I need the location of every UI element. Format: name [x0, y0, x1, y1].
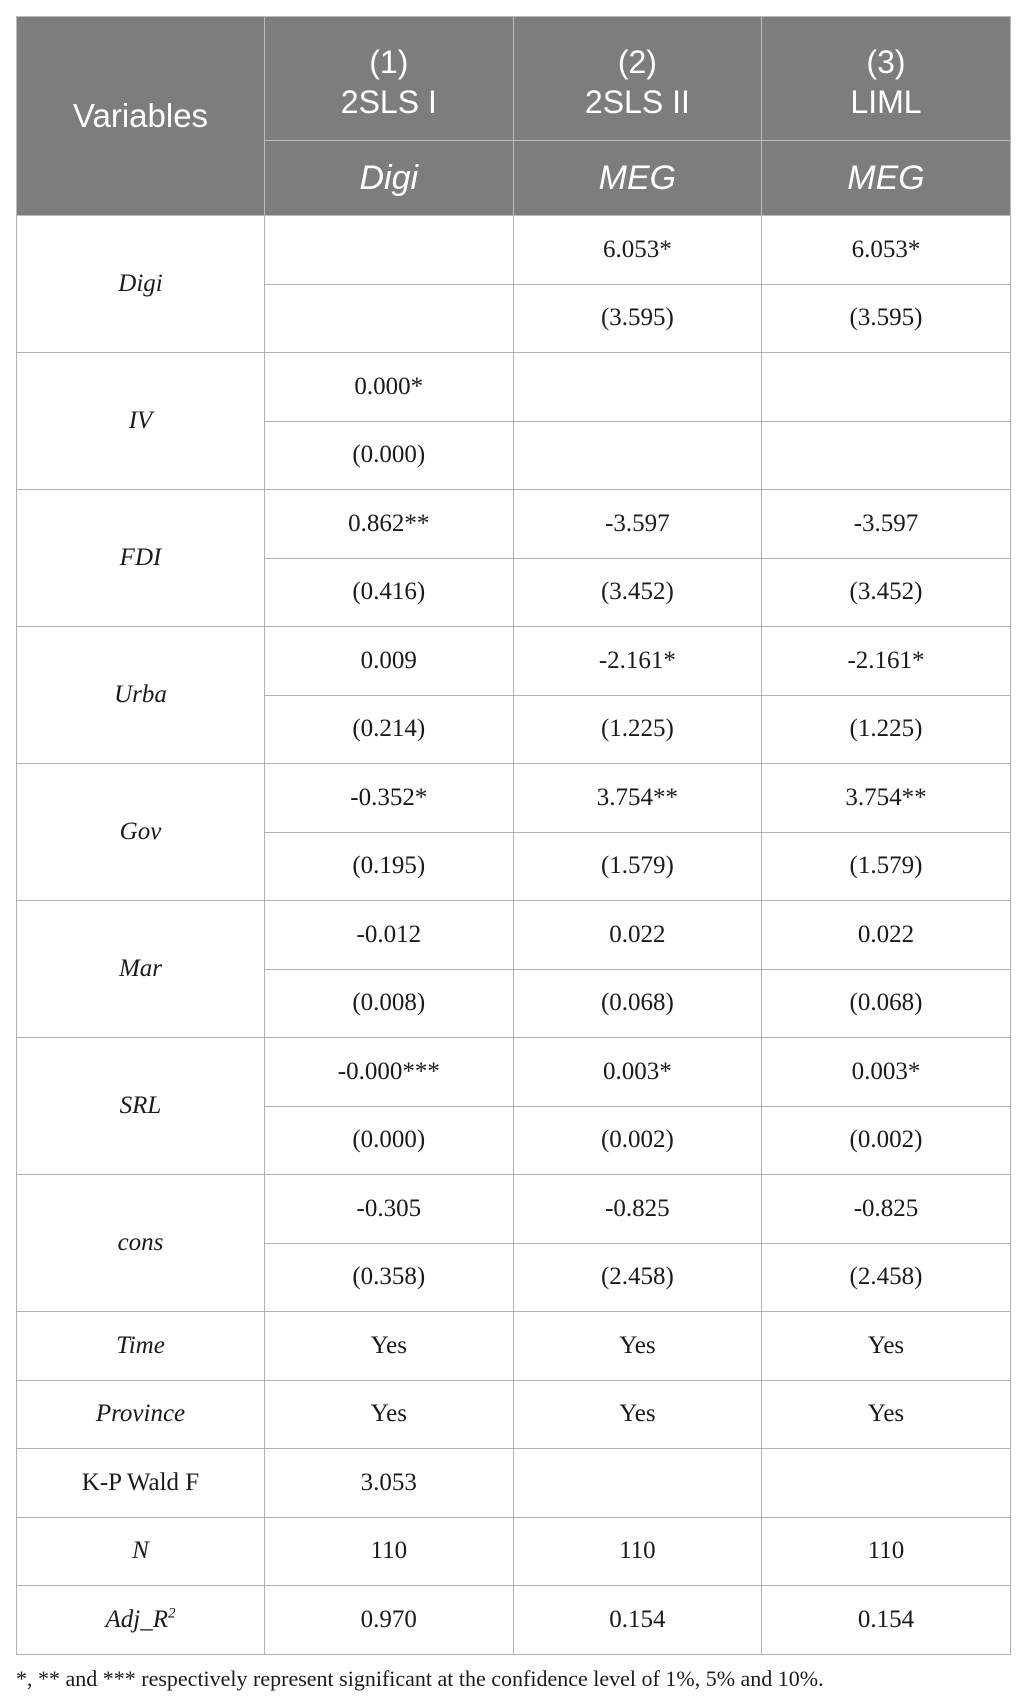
stat-label-time: Time	[17, 1312, 265, 1381]
se-cell: (0.002)	[513, 1106, 762, 1175]
stat-cell: 0.970	[265, 1586, 514, 1655]
variable-label-mar: Mar	[17, 901, 265, 1038]
variable-label-srl: SRL	[17, 1038, 265, 1175]
stat-cell: 110	[265, 1517, 514, 1586]
regression-table-container	[16, 16, 1010, 1655]
variables-header: Variables	[17, 17, 265, 216]
table-row	[17, 1312, 1011, 1381]
se-cell	[265, 284, 514, 353]
table-row	[17, 216, 1011, 285]
table-row	[17, 490, 1011, 559]
coef-cell: -2.161*	[513, 627, 762, 696]
coef-cell: -0.012	[265, 901, 514, 970]
stat-cell: Yes	[513, 1312, 762, 1381]
se-cell: (2.458)	[762, 1243, 1011, 1312]
coef-cell: 0.000*	[265, 353, 514, 422]
table-row	[17, 901, 1011, 970]
variable-label-urba: Urba	[17, 627, 265, 764]
coef-cell: 6.053*	[762, 216, 1011, 285]
stat-label-province: Province	[17, 1380, 265, 1449]
column-2-number: (2)	[617, 44, 657, 80]
table-row	[17, 1175, 1011, 1244]
column-3-method: LIML	[850, 84, 922, 120]
table-row	[17, 1380, 1011, 1449]
se-cell: (0.358)	[265, 1243, 514, 1312]
stat-cell: Yes	[265, 1380, 514, 1449]
se-cell: (0.416)	[265, 558, 514, 627]
coef-cell: 6.053*	[513, 216, 762, 285]
se-cell: (2.458)	[513, 1243, 762, 1312]
variable-label-iv: IV	[17, 353, 265, 490]
stat-cell: 3.053	[265, 1449, 514, 1518]
column-1-number: (1)	[369, 44, 409, 80]
stat-label-kp-wald-f: K-P Wald F	[17, 1449, 265, 1518]
coef-cell: -3.597	[513, 490, 762, 559]
stat-cell: 0.154	[513, 1586, 762, 1655]
column-1-method: 2SLS I	[340, 84, 437, 120]
column-2-method: 2SLS II	[584, 84, 690, 120]
coef-cell: 3.754**	[513, 764, 762, 833]
se-cell: (0.195)	[265, 832, 514, 901]
table-footnote: *, ** and *** respectively represent significant at the confidence level of 1%, 5% and 10%.	[16, 1666, 824, 1691]
table-row	[17, 1449, 1011, 1518]
table-row	[17, 764, 1011, 833]
variable-label-fdi: FDI	[17, 490, 265, 627]
se-cell: (1.579)	[513, 832, 762, 901]
se-cell: (3.595)	[513, 284, 762, 353]
coef-cell: -3.597	[762, 490, 1011, 559]
stat-cell	[513, 1449, 762, 1518]
se-cell: (0.000)	[265, 421, 514, 490]
se-cell: (0.068)	[513, 969, 762, 1038]
table-row	[17, 353, 1011, 422]
table-row	[17, 627, 1011, 696]
se-cell: (0.002)	[762, 1106, 1011, 1175]
coef-cell: 0.003*	[513, 1038, 762, 1107]
coef-cell: -0.305	[265, 1175, 514, 1244]
coef-cell: 0.009	[265, 627, 514, 696]
column-3-number: (3)	[866, 44, 906, 80]
se-cell: (1.225)	[513, 695, 762, 764]
coef-cell: -0.825	[513, 1175, 762, 1244]
stat-cell: 0.154	[762, 1586, 1011, 1655]
column-3-header	[762, 17, 1011, 141]
coef-cell	[265, 216, 514, 285]
coef-cell: -2.161*	[762, 627, 1011, 696]
coef-cell	[513, 353, 762, 422]
se-cell: (1.225)	[762, 695, 1011, 764]
coef-cell: 0.003*	[762, 1038, 1011, 1107]
coef-cell: 0.862**	[265, 490, 514, 559]
variable-label-gov: Gov	[17, 764, 265, 901]
stat-cell: Yes	[265, 1312, 514, 1381]
variable-label-digi: Digi	[17, 216, 265, 353]
se-cell: (3.452)	[762, 558, 1011, 627]
table-row	[17, 1038, 1011, 1107]
se-cell: (3.595)	[762, 284, 1011, 353]
regression-table	[16, 16, 1011, 1655]
column-1-dependent: Digi	[265, 141, 514, 216]
adj-r-superscript: 2	[168, 1605, 176, 1622]
se-cell: (0.000)	[265, 1106, 514, 1175]
column-1-header	[265, 17, 514, 141]
coef-cell: 3.754**	[762, 764, 1011, 833]
stat-cell: Yes	[762, 1380, 1011, 1449]
coef-cell: 0.022	[513, 901, 762, 970]
column-3-dependent: MEG	[762, 141, 1011, 216]
se-cell	[762, 421, 1011, 490]
stat-cell	[762, 1449, 1011, 1518]
stat-cell: Yes	[513, 1380, 762, 1449]
coef-cell: -0.000***	[265, 1038, 514, 1107]
column-2-dependent: MEG	[513, 141, 762, 216]
adj-r-label: Adj_R	[105, 1605, 168, 1633]
stat-cell: 110	[513, 1517, 762, 1586]
table-row	[17, 1586, 1011, 1655]
header-row-methods	[17, 17, 1011, 141]
stat-label-adj-r2	[17, 1586, 265, 1655]
column-2-header	[513, 17, 762, 141]
se-cell: (0.214)	[265, 695, 514, 764]
stat-label-n: N	[17, 1517, 265, 1586]
se-cell: (0.008)	[265, 969, 514, 1038]
table-row	[17, 1517, 1011, 1586]
coef-cell: -0.825	[762, 1175, 1011, 1244]
stat-cell: Yes	[762, 1312, 1011, 1381]
coef-cell: -0.352*	[265, 764, 514, 833]
coef-cell: 0.022	[762, 901, 1011, 970]
se-cell: (3.452)	[513, 558, 762, 627]
stat-cell: 110	[762, 1517, 1011, 1586]
coef-cell	[762, 353, 1011, 422]
se-cell	[513, 421, 762, 490]
se-cell: (1.579)	[762, 832, 1011, 901]
se-cell: (0.068)	[762, 969, 1011, 1038]
variable-label-cons: cons	[17, 1175, 265, 1312]
